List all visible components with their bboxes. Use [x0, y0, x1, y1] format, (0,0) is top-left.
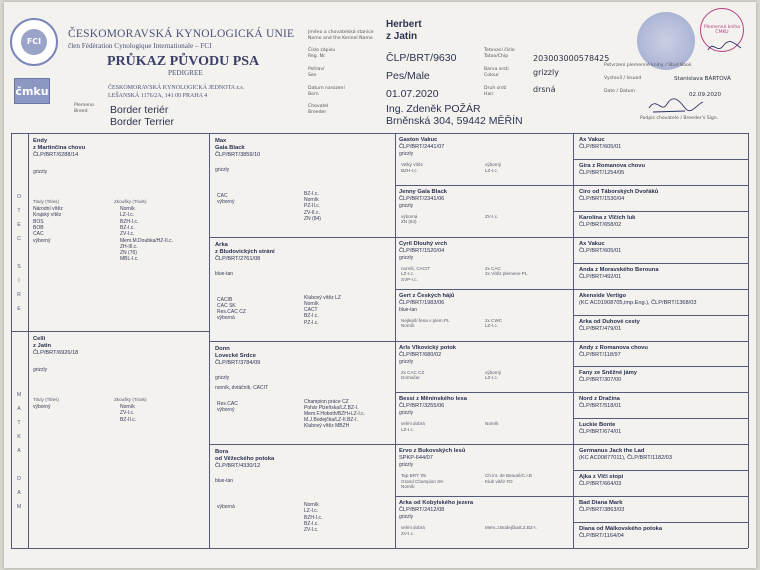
grandparent-reg-number: ČLP/BRT/4330/12: [215, 463, 261, 470]
great-grandparent-detail: Dornačar: [401, 375, 420, 381]
breed-value-cz: Border teriér: [110, 104, 169, 116]
grandparent-title: Res.CAC: [217, 400, 238, 407]
breeder-signature: [645, 94, 705, 116]
sire-kennel: z Martinčina chovu: [33, 145, 86, 151]
great-grandparent-detail: BZH-I.c.: [401, 167, 418, 173]
great-grandparent-detail: 2x CWC: [485, 317, 503, 323]
sire-exam: ZV-I.c.: [120, 231, 135, 238]
gg-grandparent-name: Arka od Duhové cesty: [579, 318, 640, 325]
sire-reg-number: ČLP/BRT/6288/14: [33, 152, 79, 158]
great-grandparent-name: Arls Vlkovický potok: [399, 344, 457, 351]
great-grandparent-detail: velmi dobrá: [401, 421, 425, 427]
great-grandparent-detail: LZ-I.c.: [401, 271, 415, 277]
sire-title: výborný: [33, 237, 51, 244]
side-label-sire-letter: T: [17, 208, 21, 214]
document-subtitle: PEDIGREE: [168, 69, 203, 77]
grandparent-exam: BZ-I.c.: [304, 313, 319, 320]
great-grandparent-detail: SVP-I.c.: [401, 276, 418, 282]
gen1-divider: [28, 331, 209, 332]
grandparent-title: CAC SK: [217, 302, 236, 309]
date-label: Date / Datum: [604, 89, 635, 94]
grandparent-exam: BZH-I.c.: [304, 514, 323, 521]
side-label-sire-letter: O: [16, 194, 22, 200]
sire-exam: ZH-III.c.: [120, 243, 138, 250]
gg-grandparent-reg-number: ČLP/BRT/605/01: [579, 247, 622, 254]
great-grandparent-colour: blue-tan: [399, 306, 418, 313]
studbook-seal: [637, 12, 695, 70]
grandparent-kennel: z Bludovických strání: [215, 248, 275, 255]
gg-grandparent-name: Ax Vakuc: [579, 240, 605, 247]
breeder-label: Chovatel: [308, 104, 329, 109]
grandparent-exam: CACT: [304, 307, 318, 314]
dam-title: výborný: [33, 404, 51, 410]
side-label-dam-letter: M: [16, 504, 22, 510]
great-grandparent-name: Cyril Dlouhý vrch: [399, 240, 447, 247]
gg-grandparent-name: Akenside Vertigo: [579, 292, 627, 299]
gen4-divider: [573, 418, 748, 419]
grandparent-exam: BZ-I.c.: [304, 520, 319, 527]
great-grandparent-detail: výborný: [485, 369, 502, 375]
grandparent-exam: PZ-I.c.: [304, 319, 319, 326]
fci-member-line: člen Fédération Cynologique Internationale – FCI: [68, 42, 212, 50]
side-label-sire-letter: E: [17, 222, 21, 228]
gg-grandparent-name: Gira z Romanova chovu: [579, 162, 646, 169]
great-grandparent-colour: grizzly: [399, 202, 414, 209]
grandparent-exam: Champion práce CZ: [304, 398, 349, 405]
breeder-label-en: Breeder: [308, 110, 327, 115]
table-border-top: [11, 133, 748, 134]
great-grandparent-detail: 2x Vítěz plemene PL: [485, 271, 528, 277]
dam-name: Celli: [33, 336, 46, 342]
gen3-divider: [395, 289, 573, 290]
grandparent-exam: PZ-II.c.: [304, 203, 321, 210]
issue-date: 02.09.2020: [689, 92, 722, 98]
side-label-sire-letter: R: [17, 292, 21, 298]
sire-exam: BZ-I.c.: [120, 224, 135, 231]
grandparent-title: CAC: [217, 193, 228, 199]
gg-grandparent-reg-number: (KC AC00877011), ČLP/BRT/1182/03: [579, 455, 672, 462]
sire-exam: Mem.M.Doubka/HZ-II.c.: [120, 237, 174, 244]
grandparent-title: výborný: [217, 406, 235, 413]
sire-exam: ZN (76): [120, 250, 137, 257]
grandparent-title: výborný: [217, 199, 235, 206]
great-grandparent-colour: grizzly: [399, 151, 414, 157]
gen3-divider: [395, 341, 573, 342]
grandparent-reg-number: ČLP/BRT/3859/10: [215, 152, 261, 158]
gen4-divider: [573, 522, 748, 523]
gg-grandparent-name: Luckie Bonte: [579, 422, 616, 429]
gen4-divider: [573, 444, 748, 445]
great-grandparent-colour: grizzly: [399, 410, 414, 417]
great-grandparent-colour: grizzly: [399, 358, 414, 365]
dam-exam: ZV-I.c.: [120, 410, 135, 417]
gg-grandparent-reg-number: ČLP/BRT/118/97: [579, 351, 621, 358]
side-label-sire-letter: E: [17, 306, 21, 312]
sire-exam: LZ-I.c.: [120, 212, 135, 219]
gg-grandparent-reg-number: ČLP/BRT/658/02: [579, 221, 622, 228]
side-label-dam-letter: M: [16, 392, 22, 398]
breeder-name: Ing. Zdeněk POŽÁR: [386, 103, 481, 115]
name-label-en: Name and the Kennel Name: [308, 36, 373, 41]
document-title: PRŮKAZ PŮVODU PSA: [107, 54, 260, 69]
chip-label-en: Tatoo/Chip: [484, 54, 509, 59]
colour-label-en: Colour: [484, 73, 499, 78]
grandparent-title: CACIB: [217, 296, 233, 303]
grandparent-reg-number: ČLP/BRT/3784/09: [215, 359, 261, 366]
great-grandparent-name: Ervo z Bukovských lesů: [399, 448, 466, 455]
gg-grandparent-reg-number: ČLP/BRT/674/01: [579, 429, 622, 436]
hair-label-en: Hair: [484, 92, 494, 97]
colour-value: grizzly: [533, 68, 559, 77]
great-grandparent-name: Jenny Gala Black: [399, 188, 448, 195]
gg-grandparent-name: Anda z Moravského Berouna: [579, 266, 659, 273]
sire-colour: grizzly: [33, 169, 48, 175]
grandparent-kennel: Gala Black: [215, 145, 245, 151]
dam-exam: BZ-II.c.: [120, 416, 137, 423]
side-label-dam-letter: K: [17, 434, 21, 440]
stamp-signature: [705, 38, 745, 56]
gg-grandparent-reg-number: ČLP/BRT/1164/04: [579, 533, 624, 540]
grandparent-reg-number: ČLP/BRT/2761/08: [215, 255, 261, 262]
gg-grandparent-reg-number: (KC AC01908705,imp.Eng.), ČLP/BRT/1368/03: [579, 299, 697, 306]
gen4-divider: [573, 341, 748, 342]
gen4-divider: [573, 392, 748, 393]
gen4-divider: [573, 211, 748, 212]
gg-grandparent-name: Germanus Jack the Lad: [579, 448, 645, 455]
great-grandparent-name: Arka od Kobylského jezera: [399, 500, 474, 507]
grandparent-title: výborná: [217, 504, 235, 511]
gen3-divider: [395, 496, 573, 497]
grandparent-colour: blue-tan: [215, 478, 234, 485]
grandparent-exam: LZ-I.c.: [304, 508, 319, 515]
sire-exam: BZH-I.c.: [120, 218, 139, 225]
gg-grandparent-name: Ajka z Vlčí stopi: [579, 474, 624, 481]
gg-grandparent-reg-number: ČLP/BRT/1254/05: [579, 169, 625, 176]
grandparent-name: Max: [215, 138, 227, 144]
gen4-divider: [573, 496, 748, 497]
grandparent-kennel: od Věžeckého potoka: [215, 456, 275, 463]
gen4-divider: [573, 315, 748, 316]
dam-colour: grizzly: [33, 367, 48, 373]
side-label-dam-letter: A: [17, 490, 21, 496]
great-grandparent-detail: Norník: [401, 323, 415, 329]
issued-label: Vystavil / Issued: [604, 76, 642, 81]
gg-grandparent-name: Ax Vakuc: [579, 137, 605, 143]
gen4-divider: [573, 289, 748, 290]
studbook-stamp: Plemenná kniha ČMKU: [700, 8, 744, 52]
breed-label-en: Breed: [74, 109, 88, 114]
table-border-bottom: [11, 548, 748, 549]
colour-label: Barva srsti: [484, 67, 509, 72]
fci-logo: [10, 18, 58, 66]
issuer-line-1: ČESKOMORAVSKÁ KYNOLOGICKÁ JEDNOTA z.s.: [108, 85, 245, 91]
grandparent-name: Donn: [215, 345, 230, 352]
sire-exams-label: Zkoušky (Trials): [114, 199, 147, 204]
grandparent-title: Res.CAC CZ: [217, 309, 246, 316]
sire-title: CAC: [33, 231, 44, 238]
gen4-divider: [573, 237, 748, 238]
gg-grandparent-reg-number: ČLP/BRT/479/01: [579, 325, 622, 332]
great-grandparent-detail: Klub vítěz FD: [485, 478, 513, 484]
great-grandparent-detail: Norník: [401, 484, 415, 490]
grandparent-colour: grizzly: [215, 374, 230, 381]
gen2-divider: [209, 341, 395, 342]
great-grandparent-detail: LZ-I.c.: [485, 323, 499, 329]
great-grandparent-reg-number: ČLP/BRT/1520/04: [399, 247, 445, 254]
cmku-logo: čmku: [14, 78, 50, 104]
gg-grandparent-reg-number: ČLP/BRT/1530/04: [579, 195, 625, 202]
grandparent-exam: Pohár Plzeňska/LZ,BZ-I.: [304, 404, 359, 411]
great-grandparent-detail: ZV-I.c.: [485, 213, 499, 219]
sex-label-en: Sex: [308, 73, 317, 78]
sex-value: Pes/Male: [386, 70, 430, 82]
great-grandparent-detail: 2x CAC: [485, 265, 501, 271]
gg-grandparent-reg-number: ČLP/BRT/664/03: [579, 481, 622, 488]
table-column-divider: [28, 133, 29, 548]
great-grandparent-reg-number: SPKP-644/07: [399, 455, 433, 462]
grandparent-exam: ZN (84): [304, 215, 321, 222]
grandparent-exam: Klubový vítěz MBZH: [304, 423, 350, 430]
great-grandparent-reg-number: ČLP/BRT/1983/06: [399, 299, 445, 306]
breeder-address: Brněnská 304, 59442 MĚŘÍN: [386, 115, 523, 127]
dam-exams-label: Zkoušky (Trials): [114, 397, 147, 402]
hair-value: drsná: [533, 85, 556, 94]
great-grandparent-detail: LZ-I.c.: [485, 375, 499, 381]
fci-logo-text: FCI: [21, 29, 47, 55]
side-label-sire-letter: I: [18, 278, 20, 284]
great-grandparent-detail: Tap BRT '05: [401, 473, 426, 479]
breed-value-en: Border Terrier: [110, 116, 174, 128]
grandparent-exam: Klubový vítěz LZ: [304, 294, 341, 301]
great-grandparent-detail: velmi dobrá: [401, 525, 425, 531]
dog-kennel: z Jatin: [386, 31, 418, 42]
gen4-divider: [573, 159, 748, 160]
grandparent-exam: ZV-II.c.: [304, 209, 320, 216]
great-grandparent-reg-number: ČLP/BRT/3255/06: [399, 403, 445, 410]
gg-grandparent-reg-number: ČLP/BRT/307/00: [579, 377, 622, 384]
dam-kennel: z Jatin: [33, 343, 52, 349]
side-divider: [11, 331, 28, 332]
gg-grandparent-name: Andy z Romanova chovu: [579, 344, 648, 351]
reg-label-en: Reg. Nr.: [308, 54, 327, 59]
grandparent-name: Bora: [215, 449, 229, 456]
sire-title: BOB: [33, 224, 44, 231]
grandparent-exam: Norník: [304, 300, 319, 307]
great-grandparent-detail: výborný: [485, 162, 502, 167]
grandparent-exam: Mem.F.Hoboth/BZH+LZ-I.c.: [304, 410, 365, 417]
grandparent-colour: blue-tan: [215, 270, 234, 277]
great-grandparent-colour: grizzly: [399, 514, 414, 521]
chip-number: 203003000578425: [533, 54, 610, 63]
club-name: ČESKOMORAVSKÁ KYNOLOGICKÁ UNIE: [68, 28, 295, 40]
grandparent-extra: norník, dvtáčník, CACIT: [215, 384, 269, 391]
side-label-dam-letter: A: [17, 448, 21, 454]
gen3-divider: [395, 237, 573, 238]
grandparent-exam: M.J.Bodejčka/LZ-II.BZ-I.: [304, 417, 358, 424]
breed-label: Plemeno: [74, 103, 94, 108]
gg-grandparent-name: Ciro od Táborských Dvořáků: [579, 188, 659, 195]
great-grandparent-detail: Norník: [485, 421, 499, 427]
great-grandparent-detail: 2x CAC CZ: [401, 369, 425, 375]
great-grandparent-detail: Mem.J.Bodejčka/LZ,BZ-I.: [485, 525, 537, 531]
great-grandparent-reg-number: ČLP/BRT/2441/07: [399, 144, 445, 150]
great-grandparent-detail: ZN (84): [401, 219, 417, 225]
sire-exam: MBL-I.c.: [120, 256, 139, 263]
grandparent-kennel: Lovecké Srdce: [215, 352, 256, 359]
gen4-divider: [573, 185, 748, 186]
gg-grandparent-reg-number: ČLP/BRT/518/01: [579, 403, 622, 410]
dam-reg-number: ČLP/BRT/6926/18: [33, 350, 79, 356]
grandparent-name: Arka: [215, 241, 228, 248]
hair-label: Druh srsti: [484, 86, 507, 91]
grandparent-title: výborná: [217, 315, 235, 322]
born-label: Datum narození: [308, 86, 345, 91]
gen3-divider: [395, 392, 573, 393]
great-grandparent-detail: LZ-I.c.: [485, 167, 499, 173]
dam-titles-label: Tituly (Titles): [33, 397, 59, 402]
gg-grandparent-name: Bad Diana Mark: [579, 500, 623, 507]
sire-title: BOS: [33, 218, 44, 225]
gg-grandparent-reg-number: ČLP/BRT/3863/03: [579, 507, 625, 514]
side-label-sire-letter: S: [17, 264, 21, 270]
gen2-divider: [209, 444, 395, 445]
great-grandparent-name: Bessi z Měnínského lesa: [399, 396, 467, 403]
sire-titles-label: Tituly (Titles): [33, 199, 59, 204]
gen4-divider: [573, 470, 748, 471]
great-grandparent-detail: Grand Champion SK: [401, 478, 444, 484]
great-grandparent-reg-number: ČLP/BRT/2341/06: [399, 195, 445, 202]
table-border-left: [11, 133, 12, 548]
grandparent-colour: grizzly: [215, 167, 230, 173]
side-label-dam-letter: D: [17, 476, 21, 482]
grandparent-exam: BZ-I.c.: [304, 191, 319, 197]
issuer-line-2: LEŠANSKÁ 1176/2A, 141 00 PRAHA 4: [108, 93, 208, 99]
grandparent-exam: Norník: [304, 502, 319, 509]
great-grandparent-detail: výborná: [401, 213, 418, 219]
gen3-divider: [395, 185, 573, 186]
gg-grandparent-name: Karolína z Vlčích luk: [579, 214, 636, 221]
dam-exam: Norník: [120, 404, 135, 410]
gg-grandparent-reg-number: ČLP/BRT/605/01: [579, 144, 622, 150]
sire-title: Krajský vítěz: [33, 212, 62, 219]
great-grandparent-name: Gaston Vakuc: [399, 137, 438, 143]
gg-grandparent-name: Diana od Málkovského potoka: [579, 526, 663, 533]
grandparent-exam: Norník: [304, 197, 319, 204]
studbook-label: Potvrzení plemenné knihy / Stud Book: [604, 63, 692, 68]
grandparent-exam: ZV-I.c.: [304, 527, 319, 534]
issued-by: Stanislava BÁRTOVÁ: [674, 76, 731, 82]
great-grandparent-detail: LZ-I.c.: [401, 426, 415, 432]
sire-name: Endy: [33, 138, 48, 144]
gen2-divider: [209, 237, 395, 238]
great-grandparent-detail: norník, CACIT: [401, 265, 431, 271]
side-label-dam-letter: A: [17, 406, 21, 412]
chip-label: Tetovací číslo: [484, 48, 515, 53]
registration-number: ČLP/BRT/9630: [386, 52, 457, 64]
sex-label: Pohlaví: [308, 67, 325, 72]
gen4-divider: [573, 366, 748, 367]
great-grandparent-name: Gert z Českých hájů: [399, 292, 455, 299]
breeder-signature-label: Podpis chovatele / Breeder's Sign.: [640, 116, 719, 121]
sire-title: Národní vítěz: [33, 206, 63, 212]
great-grandparent-detail: ZV-I.c.: [401, 530, 415, 536]
great-grandparent-colour: grizzly: [399, 462, 414, 469]
gg-grandparent-name: Nord z Dračína: [579, 396, 620, 403]
birth-date: 01.07.2020: [386, 88, 439, 100]
gg-grandparent-name: Fany ze Sněžné jámy: [579, 370, 637, 377]
gen4-divider: [573, 263, 748, 264]
reg-label: Číslo zápisu: [308, 48, 336, 53]
great-grandparent-detail: Ch.int. de Beauté/C.I.B: [485, 473, 532, 479]
great-grandparent-detail: Nejlepší fena v plem.PL: [401, 317, 450, 323]
side-label-dam-letter: T: [17, 420, 21, 426]
side-label-sire-letter: C: [17, 236, 21, 242]
table-border-right: [748, 133, 749, 548]
gg-grandparent-reg-number: ČLP/BRT/492/01: [579, 273, 622, 280]
sire-exam: Norník: [120, 206, 135, 212]
great-grandparent-detail: Velký vítěz: [401, 162, 423, 167]
gen3-divider: [395, 444, 573, 445]
dog-name: Herbert: [386, 19, 422, 30]
great-grandparent-reg-number: ČLP/BRT/2412/08: [399, 507, 445, 514]
name-label: Jméno a chovatelská stanice: [308, 30, 374, 35]
great-grandparent-reg-number: ČLP/BRT/680/02: [399, 351, 442, 358]
great-grandparent-colour: grizzly: [399, 254, 414, 261]
born-label-en: Born: [308, 92, 319, 97]
